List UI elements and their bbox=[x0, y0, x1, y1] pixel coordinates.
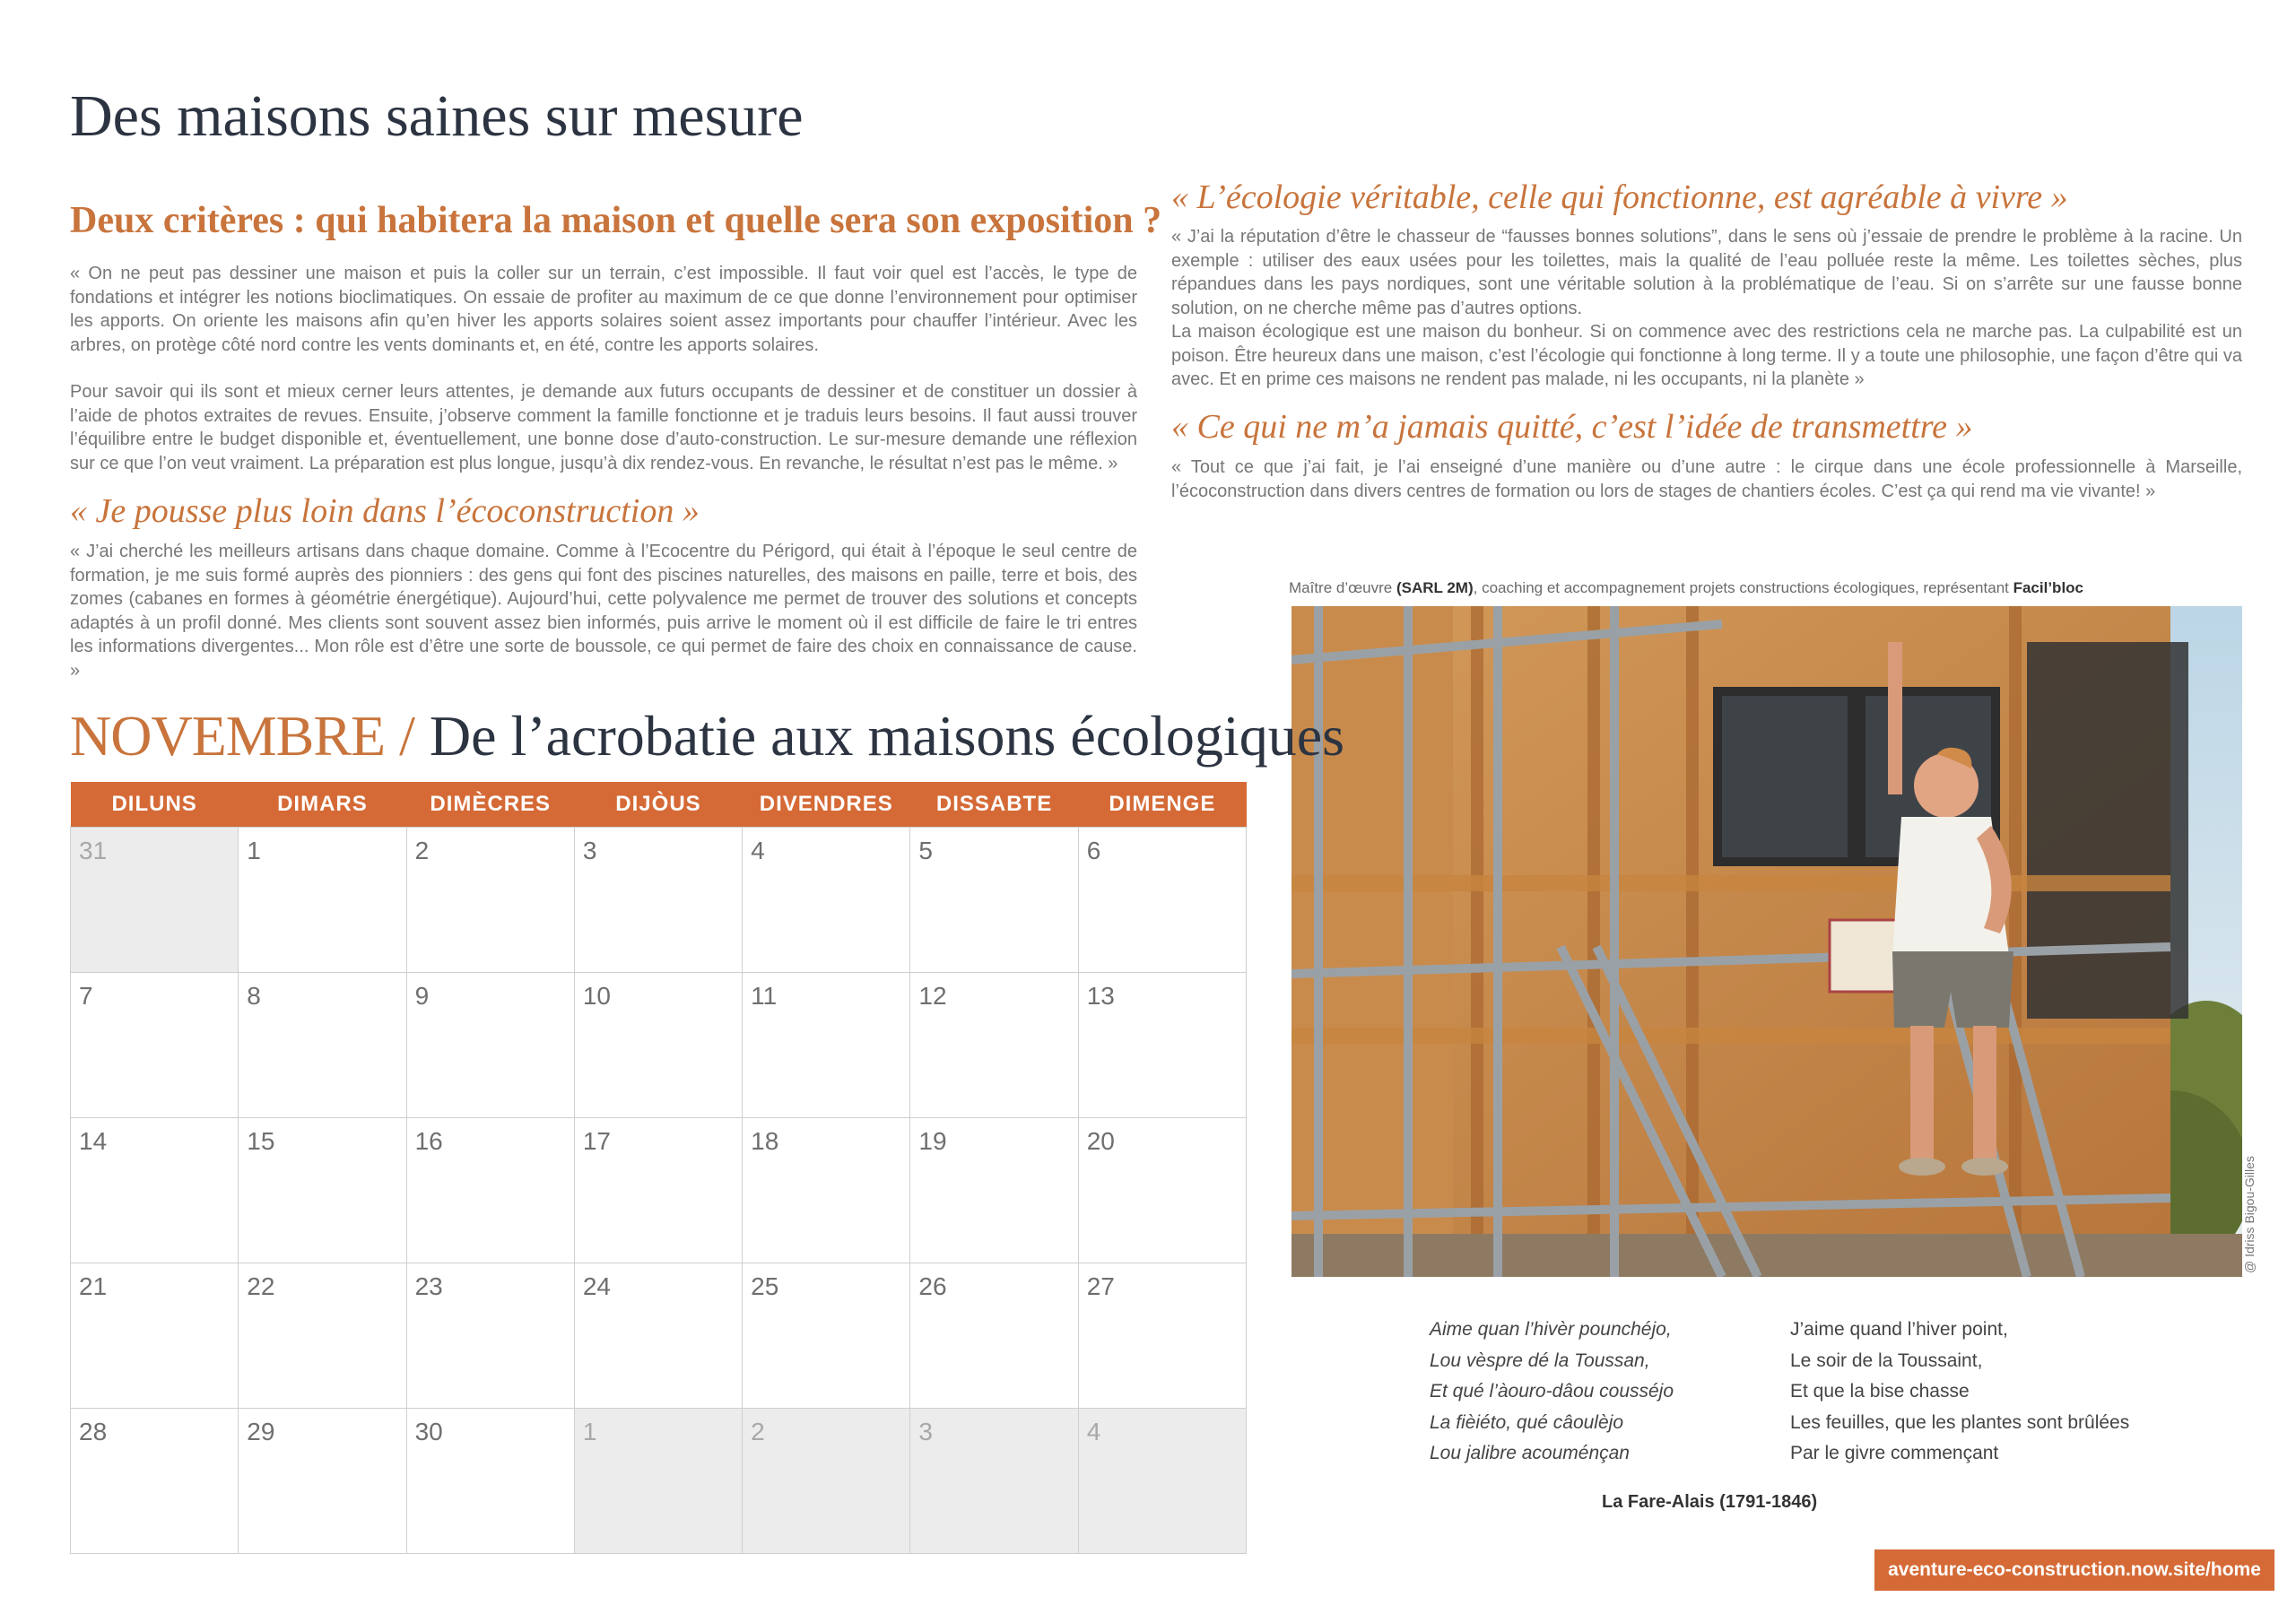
calendar-day: 15 bbox=[239, 1118, 406, 1263]
ecoconstruction-paragraph: « J’ai cherché les meilleurs artisans dans chaque domaine. Comme à l’Ecocentre du Périgord, qui était à l’époque le seul centre de formation, je me suis formé auprès des pionniers : des gens qui font des piscines naturelles, des maisons en paille, terre et bois, des zomes (cabanes en formes à géométrie énergétique). Aujourd’hui, cette polyvalence me permet de trouver des solutions et concepts adaptés à un profil donné. Mes clients sont souvent assez bien informés, puis arrive le moment où il est difficile de faire le tri entres les informations divergentes... Mon rôle est d’être une sorte de boussole, ce qui permet de faire des choix en connaissance de cause. » bbox=[70, 542, 1137, 681]
weekday-header: DIMENGE bbox=[1078, 782, 1246, 828]
transmettre-text bbox=[1171, 456, 2242, 503]
calendar-day: 10 bbox=[574, 973, 742, 1118]
calendar-day: 26 bbox=[910, 1263, 1078, 1409]
weekday-header: DILUNS bbox=[71, 782, 239, 828]
quote-heading-ecoconstruction: « Je pousse plus loin dans l’écoconstruction » bbox=[70, 492, 700, 530]
caption-company: (SARL 2M) bbox=[1396, 579, 1474, 596]
poem-line: La fièiéto, qué câoulèjo bbox=[1430, 1411, 1623, 1433]
calendar-day: 16 bbox=[406, 1118, 574, 1263]
builder-photo bbox=[1292, 606, 2242, 1277]
calendar-week-row bbox=[71, 973, 1247, 1118]
calendar-grid bbox=[70, 782, 1247, 1554]
calendar-day: 13 bbox=[1078, 973, 1246, 1118]
calendar-day: 8 bbox=[239, 973, 406, 1118]
weekday-header-row bbox=[71, 782, 1247, 828]
poem-line: Le soir de la Toussaint, bbox=[1790, 1350, 1983, 1371]
photo-credit: @ Idriss Bigou-Gilles bbox=[2242, 1156, 2257, 1273]
calendar-week-row bbox=[71, 1409, 1247, 1554]
calendar-day: 11 bbox=[743, 973, 910, 1118]
poem-author: La Fare-Alais (1791-1846) bbox=[1602, 1492, 1818, 1512]
calendar-day: 5 bbox=[910, 828, 1078, 973]
calendar-day: 20 bbox=[1078, 1118, 1246, 1263]
calendar-day: 1 bbox=[239, 828, 406, 973]
criteria-paragraph-2: Pour savoir qui ils sont et mieux cerner leurs attentes, je demande aux futurs occupants de dessiner et de constituer un dossier à l’aide de photos extraites de revues. Ensuite, j’observe comment la famille fonctionne et je traduis leurs besoins. Il faut aussi trouver l’équilibre entre le budget disponible et, éventuellement, une bonne dose d’auto-construction. Le sur-mesure demande une réflexion sur ce que l’on veut vraiment. La préparation est plus longue, jusqu’à dix rendez-vous. En revanche, le résultat n’est pas le même. » bbox=[70, 382, 1137, 473]
calendar-day: 6 bbox=[1078, 828, 1246, 973]
calendar-day-outside-month: 31 bbox=[71, 828, 239, 973]
ecologie-paragraph-1: « J’ai la réputation d’être le chasseur de “fausses bonnes solutions”, dans le sens où j’essaie de prendre le problème à la racine. Un exemple : utiliser des eaux usées pour les toilettes, mais la qualité de l’eau polluée reste la même. Les toilettes sèches, plus répandues dans les pays nordiques, sont une véritable solution à la problématique de l’eau. Si on s’arrête sur une fausse bonne solution, on ne cherche même pas d’autres options. bbox=[1171, 227, 2242, 318]
ecologie-paragraph-2: La maison écologique est une maison du bonheur. Si on commence avec des restrictions cela ne marche pas. La culpabilité est un poison. Être heureux dans une maison, c’est l’écologie qui fonctionne à long terme. Il y a toute une philosophie, une façon d’être qui va avec. Et en prime ces maisons ne rendent pas malade, ni les occupants, ni la planète » bbox=[1171, 322, 2242, 389]
calendar-day: 3 bbox=[574, 828, 742, 973]
criteria-paragraph-1: « On ne peut pas dessiner une maison et puis la coller sur un terrain, c’est impossible. Il faut voir quel est l’accès, le type de fondations et intégrer les notions bioclimatiques. On essaie de profiter au maximum de ce que donne l’environnement pour optimiser les apports. On oriente les maisons afin qu’en hiver les apports solaires soient assez importants pour chauffer l’intérieur. Avec les arbres, on protège côté nord contre les vents dominants et, en été, contre les apports solaires. bbox=[70, 264, 1137, 355]
poem-occitan bbox=[1430, 1315, 1674, 1470]
calendar-body bbox=[71, 828, 1247, 1554]
ecologie-text bbox=[1171, 225, 2242, 392]
criteria-text bbox=[70, 262, 1137, 475]
calendar-day: 24 bbox=[574, 1263, 742, 1409]
weekday-header: DIVENDRES bbox=[743, 782, 910, 828]
poem-line: Lou vèspre dé la Toussan, bbox=[1430, 1350, 1650, 1371]
calendar-day: 9 bbox=[406, 973, 574, 1118]
poem-line: Aime quan l’hivèr pounchéjo, bbox=[1430, 1319, 1672, 1340]
calendar-day: 18 bbox=[743, 1118, 910, 1263]
poem-line: Et que la bise chasse bbox=[1790, 1381, 1970, 1402]
caption-prefix: Maître d’œuvre bbox=[1289, 579, 1396, 596]
calendar-day: 29 bbox=[239, 1409, 406, 1554]
calendar-week-row bbox=[71, 1118, 1247, 1263]
poem-line: Par le givre commençant bbox=[1790, 1443, 1999, 1463]
poem-line: Lou jalibre acouménçan bbox=[1430, 1443, 1630, 1463]
caption-middle: , coaching et accompagnement projets constructions écologiques, représentant bbox=[1473, 579, 2013, 596]
month-name: NOVEMBRE bbox=[70, 704, 386, 768]
calendar-day-outside-month: 2 bbox=[743, 1409, 910, 1554]
calendar-day-outside-month: 1 bbox=[574, 1409, 742, 1554]
calendar-day-outside-month: 3 bbox=[910, 1409, 1078, 1554]
poem-french bbox=[1790, 1315, 2129, 1470]
calendar-day-outside-month: 4 bbox=[1078, 1409, 1246, 1554]
calendar-day: 25 bbox=[743, 1263, 910, 1409]
month-subtitle: De l’acrobatie aux maisons écologiques bbox=[429, 704, 1344, 768]
month-separator: / bbox=[385, 704, 430, 768]
calendar-day: 14 bbox=[71, 1118, 239, 1263]
calendar-day: 4 bbox=[743, 828, 910, 973]
calendar-day: 2 bbox=[406, 828, 574, 973]
section-heading-criteria: Deux critères : qui habitera la maison et quelle sera son exposition ? bbox=[70, 200, 1162, 241]
calendar-day: 22 bbox=[239, 1263, 406, 1409]
transmettre-paragraph: « Tout ce que j’ai fait, je l’ai enseigné d’une manière ou d’une autre : le cirque dans une école professionnelle à Marseille, l’écoconstruction dans divers centres de formation ou lors de stages de chantiers écoles. C’est ça qui rend ma vie vivante! » bbox=[1171, 457, 2242, 501]
poem-line: J’aime quand l’hiver point, bbox=[1790, 1319, 2008, 1340]
calendar-week-row bbox=[71, 1263, 1247, 1409]
calendar-week-row bbox=[71, 828, 1247, 973]
calendar-day: 12 bbox=[910, 973, 1078, 1118]
caption-brand: Facil’bloc bbox=[2013, 579, 2084, 596]
poem-line: Les feuilles, que les plantes sont brûlées bbox=[1790, 1411, 2130, 1433]
weekday-header: DIMARS bbox=[239, 782, 406, 828]
calendar-day: 30 bbox=[406, 1409, 574, 1554]
quote-heading-ecologie: « L’écologie véritable, celle qui fonctionne, est agréable à vivre » bbox=[1171, 178, 2068, 216]
calendar-day: 28 bbox=[71, 1409, 239, 1554]
calendar-day: 21 bbox=[71, 1263, 239, 1409]
weekday-header: DIJÒUS bbox=[574, 782, 742, 828]
poem-line: Et qué l’àouro-dâou cousséjo bbox=[1430, 1381, 1674, 1402]
calendar-day: 27 bbox=[1078, 1263, 1246, 1409]
month-title bbox=[70, 703, 1344, 769]
calendar-day: 23 bbox=[406, 1263, 574, 1409]
photo-caption bbox=[1289, 579, 2239, 597]
calendar-day: 7 bbox=[71, 973, 239, 1118]
page-title: Des maisons saines sur mesure bbox=[70, 83, 804, 149]
calendar-day: 19 bbox=[910, 1118, 1078, 1263]
ecoconstruction-text bbox=[70, 540, 1137, 682]
weekday-header: DIMÈCRES bbox=[406, 782, 574, 828]
quote-heading-transmettre: « Ce qui ne m’a jamais quitté, c’est l’idée de transmettre » bbox=[1171, 408, 1973, 446]
calendar-day: 17 bbox=[574, 1118, 742, 1263]
scaffolding-photo-illustration bbox=[1292, 606, 2242, 1277]
weekday-header: DISSABTE bbox=[910, 782, 1078, 828]
website-link[interactable]: aventure-eco-construction.now.site/home bbox=[1874, 1549, 2274, 1591]
